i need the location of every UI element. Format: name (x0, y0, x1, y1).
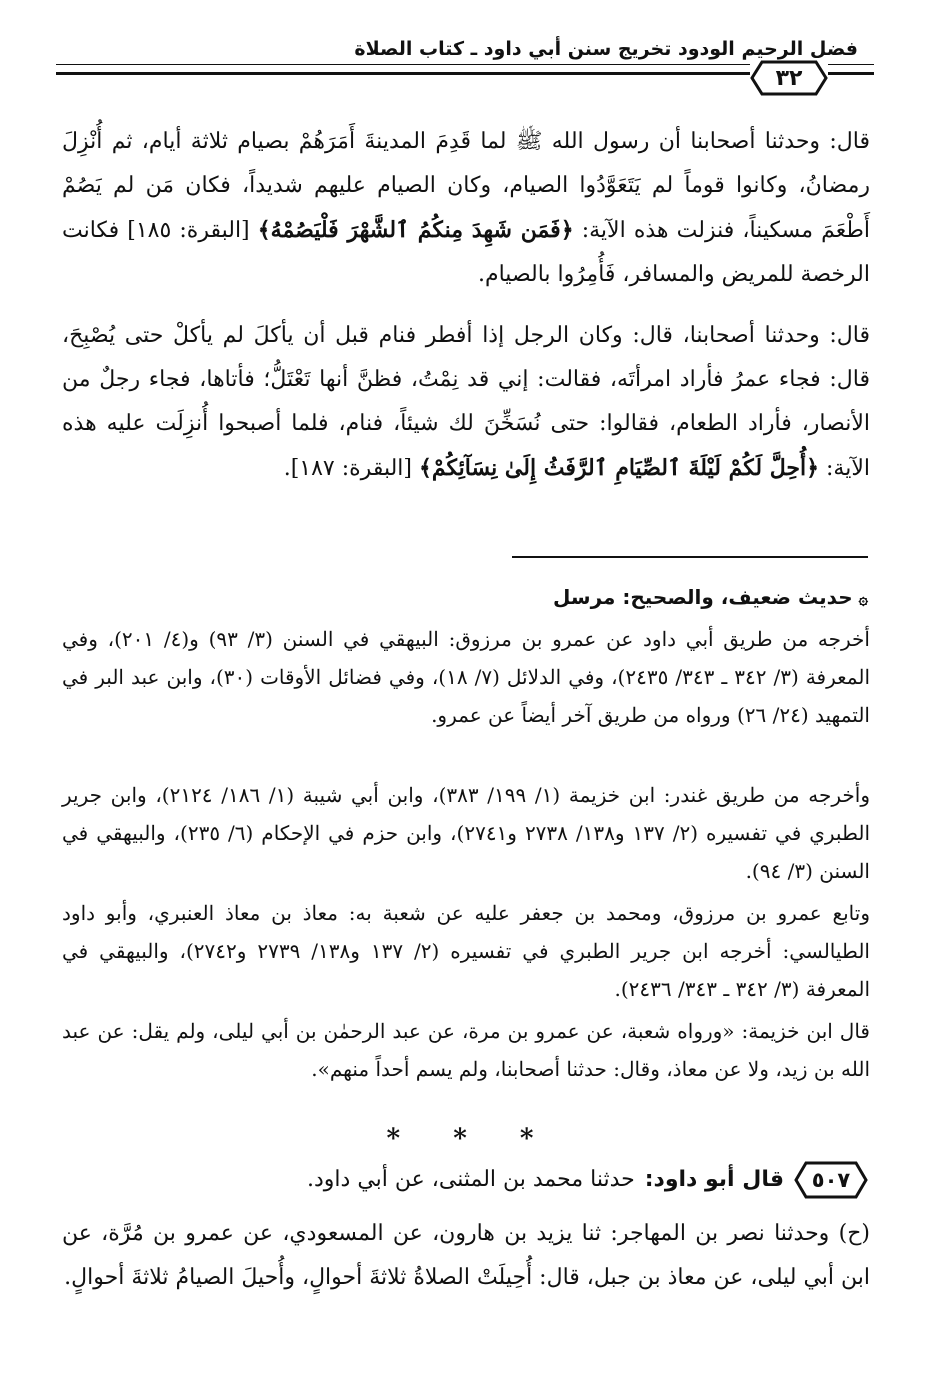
paragraph-1-text-a: قال: وحدثنا أصحابنا أن رسول الله ﷺ لما قَدِمَ المدينةَ أَمَرَهُمْ بصيام ثلاثة أيام، ثم أُنْزِلَ رمضانُ، وكانوا قوماً لم يَتَعَوَّدُوا الصيام، وكان الصيام عليهم شديداً، فكان مَن لم يَصُمْ أَطْعَمَ مسكيناً، فنزلت هذه الآية: (62, 129, 871, 243)
takhrij-paragraph-4: قال ابن خزيمة: «ورواه شعبة، عن عمرو بن مرة، عن عبد الرحمٰن بن أبي ليلى، ولم يقل: عن عبد الله بن زيد، ولا عن معاذ، وقال: حدثنا أصحابنا، ولم يسم أحداً منهم». (62, 1019, 870, 1081)
takhrij-paragraph-3: وتابع عمرو بن مرزوق، ومحمد بن جعفر عليه عن شعبة به: معاذ بن معاذ العنبري، وأبو داود الطيالسي: أخرجه ابن جرير الطبري في تفسيره (٢/ ١٣٧ و١٣٨/ ٢٧٣٩ و٢٧٤٢)، والبيهقي في المعرفة (٣/ ٣٤٢ ـ ٣٤٣/ ٢٤٣٦). (62, 901, 870, 1001)
hadith-chain-2: (ح) وحدثنا نصر بن المهاجر: ثنا يزيد بن هارون، عن المسعودي، عن عمرو بن مُرَّة، عن ابن أبي ليلى، عن معاذ بن جبل، قال: أُحِيلَتْ الصلاةُ ثلاثةَ أحوالٍ، وأُحيلَ الصيامُ ثلاثةَ أحوالٍ. (62, 1221, 870, 1290)
running-header: فضل الرحيم الودود تخريج سنن أبي داود ـ كتاب الصلاة (354, 38, 858, 60)
hadith-narrator: قال أبو داود: (644, 1167, 784, 1192)
page-number (750, 60, 828, 96)
section-divider-stars: * * * (386, 1124, 556, 1154)
paragraph-2-text-b: [البقرة: ١٨٧]. (283, 456, 419, 481)
takhrij-paragraph-1: أخرجه من طريق أبي داود عن عمرو بن مرزوق: البيهقي في السنن (٣/ ٩٣) و(٤/ ٢٠١)، وفي المعرفة (٣/ ٣٤٢ ـ ٣٤٣/ ٢٤٣٥)، وفي الدلائل (٧/ ١٨)، وفي فضائل الأوقات (٣٠)، وابن عبد البر في التمهيد (٢٤/ ٢٦) ورواه من طريق آخر أيضاً عن عمرو. (62, 627, 870, 727)
hadith-number-text: ٥٠٧ (811, 1168, 851, 1192)
footnote-separator (512, 556, 868, 558)
hadith-number (794, 1160, 868, 1200)
hadith-text-paragraph-2 (62, 314, 870, 491)
hadith-text-paragraph-1 (62, 120, 870, 297)
hadith-grade (62, 580, 868, 616)
hadith-heading (62, 1158, 868, 1202)
ornament-icon: ۞ (858, 589, 868, 608)
paragraph-1-text-b: [البقرة: ١٨٥] فكانت الرخصة للمريض والمسافر، فَأُمِرُوا بالصيام. (62, 218, 870, 287)
paragraph-2-text-a: قال: وحدثنا أصحابنا، قال: وكان الرجل إذا أفطر فنام قبل أن يأكلَ لم يأكلْ حتى يُصْبِحَ، قال: فجاء عمرُ فأراد امرأتَه، فقالت: إني قد نِمْتُ، فظنَّ أنها تَعْتَلُّ؛ فأتاها، فجاء رجلٌ من الأنصار، فأراد الطعام، فقالوا: حتى نُسَخِّنَ لك شيئاً، فنام، فلما أصبحوا أُنزِلَت عليه هذه الآية: (62, 323, 870, 481)
grade-text: حديث ضعيف، والصحيح: مرسل (553, 585, 853, 609)
quran-verse-2: ﴿أُحِلَّ لَكُمْ لَيْلَةَ ٱلصِّيَامِ ٱلرَّفَثُ إِلَىٰ نِسَآئِكُمْ﴾ (418, 455, 820, 481)
hadith-chain-1: حدثنا محمد بن المثنى، عن أبي داود. (307, 1167, 635, 1192)
takhrij-paragraph-2: وأخرجه من طريق غندر: ابن خزيمة (١/ ١٩٩/ ٣٨٣)، وابن أبي شيبة (١/ ١٨٦/ ٢١٢٤)، وابن جرير الطبري في تفسيره (٢/ ١٣٧ و١٣٨/ ٢٧٣٨ و٢٧٤١)، وابن حزم في الإحكام (٦/ ٢٣٥)، والبيهقي في السنن (٣/ ٩٤). (62, 783, 871, 883)
quran-verse-1: ﴿فَمَن شَهِدَ مِنكُمُ ٱلشَّهْرَ فَلْيَصُمْهُ﴾ (257, 217, 574, 243)
page-number-text: ٣٢ (775, 65, 803, 91)
